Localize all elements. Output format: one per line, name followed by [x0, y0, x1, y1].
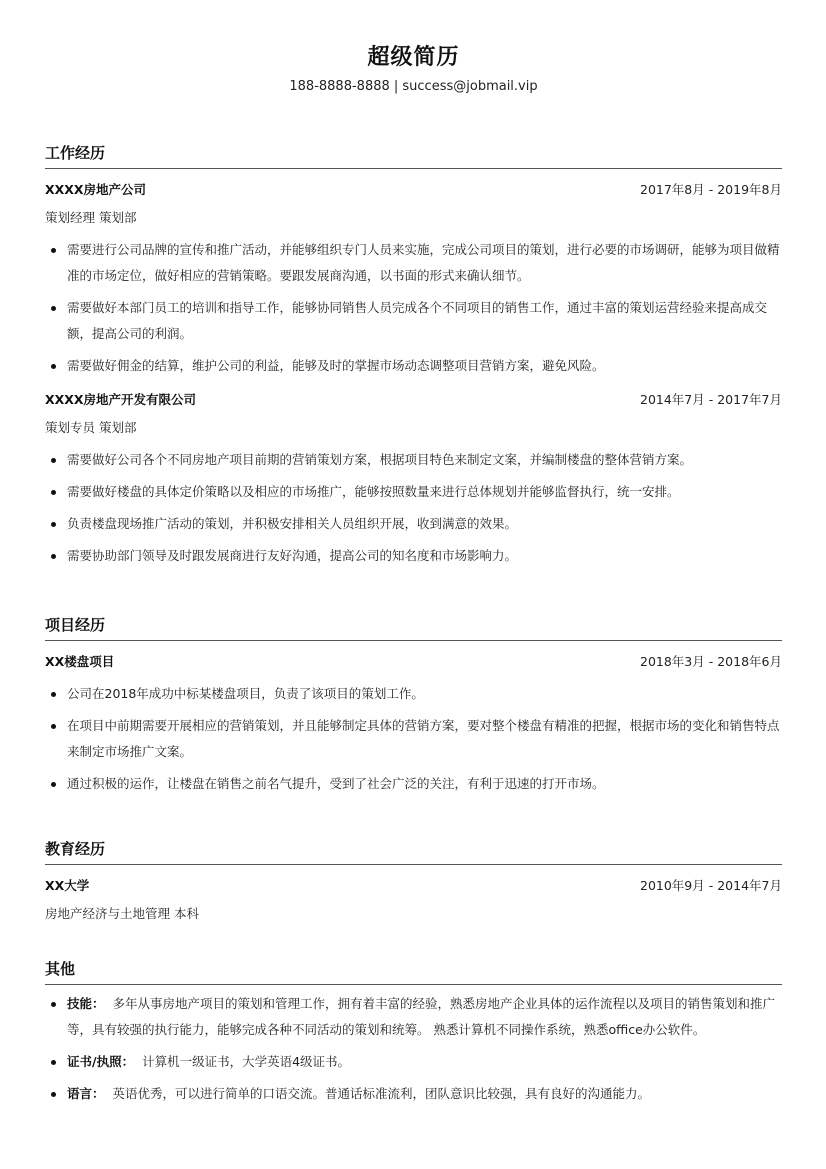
resume-name: 超级简历	[367, 45, 460, 70]
bullet-item: 需要做好楼盘的具体定价策略以及相应的市场推广，能够按照数量来进行总体规划并能够监督执行，统一安排。	[45, 479, 782, 505]
project-section-title: 项目经历	[45, 614, 782, 641]
education-school: XX大学	[45, 878, 90, 893]
work-entry-header	[45, 177, 782, 203]
education-section	[45, 838, 782, 927]
work-entry-role: 策划专员 策划部	[45, 420, 137, 435]
bullet-item: 通过积极的运作，让楼盘在销售之前名气提升，受到了社会广泛的关注，有利于迅速的打开市场。	[45, 771, 782, 797]
work-entry-org: XXXX房地产公司	[45, 182, 147, 197]
bullet-item: 需要做好本部门员工的培训和指导工作，能够协同销售人员完成各个不同项目的销售工作，通过丰富的策划运营经验来提高成交额，提高公司的利润。	[45, 295, 782, 347]
work-entry-bullets	[45, 237, 782, 379]
other-item-text: 计算机一级证书，大学英语4级证书。	[142, 1054, 351, 1069]
education-section-title: 教育经历	[45, 838, 782, 865]
other-item-label: 语言：	[67, 1086, 105, 1101]
other-items	[45, 991, 782, 1107]
bullet-item: 需要协助部门领导及时跟发展商进行友好沟通，提高公司的知名度和市场影响力。	[45, 543, 782, 569]
bullet-item: 需要做好佣金的结算，维护公司的利益，能够及时的掌握市场动态调整项目营销方案，避免风险。	[45, 353, 782, 379]
education-major: 房地产经济与土地管理 本科	[45, 906, 199, 921]
other-item-languages	[45, 1081, 782, 1107]
work-entry-bullets	[45, 447, 782, 569]
work-entry-header	[45, 387, 782, 413]
education-entry-header	[45, 873, 782, 899]
work-entry-org: XXXX房地产开发有限公司	[45, 392, 197, 407]
other-item-text: 英语优秀，可以进行简单的口语交流。普通话标准流利，团队意识比较强，具有良好的沟通能力。	[112, 1086, 651, 1101]
work-entry-date: 2014年7月 - 2017年7月	[640, 392, 782, 407]
project-entry-date: 2018年3月 - 2018年6月	[640, 654, 782, 669]
work-entry-date: 2017年8月 - 2019年8月	[640, 182, 782, 197]
other-item-certificates	[45, 1049, 782, 1075]
other-item-text: 多年从事房地产项目的策划和管理工作，拥有着丰富的经验，熟悉房地产企业具体的运作流程以及项目的销售策划和推广等，具有较强的执行能力，能够完成各种不同活动的策划和统筹。 熟悉计算机不同操作系统，熟悉office办公软件。	[67, 996, 776, 1037]
project-entry-name: XX楼盘项目	[45, 654, 115, 669]
other-item-skills	[45, 991, 782, 1043]
education-date: 2010年9月 - 2014年7月	[640, 878, 782, 893]
bullet-item: 在项目中前期需要开展相应的营销策划，并且能够制定具体的营销方案，要对整个楼盘有精准的把握，根据市场的变化和销售特点来制定市场推广文案。	[45, 713, 782, 765]
contact-info: 188-8888-8888 | success@jobmail.vip	[289, 79, 538, 94]
bullet-item: 公司在2018年成功中标某楼盘项目，负责了该项目的策划工作。	[45, 681, 782, 707]
other-item-label: 技能：	[67, 996, 105, 1011]
bullet-item: 负责楼盘现场推广活动的策划，并积极安排相关人员组织开展，收到满意的效果。	[45, 511, 782, 537]
work-section-title: 工作经历	[45, 142, 782, 169]
other-section	[45, 958, 782, 1107]
work-section	[45, 142, 782, 569]
bullet-item: 需要进行公司品牌的宣传和推广活动，并能够组织专门人员来实施，完成公司项目的策划，进行必要的市场调研，能够为项目做精准的市场定位，做好相应的营销策略。要跟发展商沟通，以书面的形式来确认细节。	[45, 237, 782, 289]
work-entry-role: 策划经理 策划部	[45, 210, 137, 225]
other-section-title: 其他	[45, 958, 782, 985]
project-entry-bullets	[45, 681, 782, 797]
other-item-label: 证书/执照：	[67, 1054, 135, 1069]
bullet-item: 需要做好公司各个不同房地产项目前期的营销策划方案，根据项目特色来制定文案，并编制楼盘的整体营销方案。	[45, 447, 782, 473]
project-section	[45, 614, 782, 797]
project-entry-header	[45, 649, 782, 675]
